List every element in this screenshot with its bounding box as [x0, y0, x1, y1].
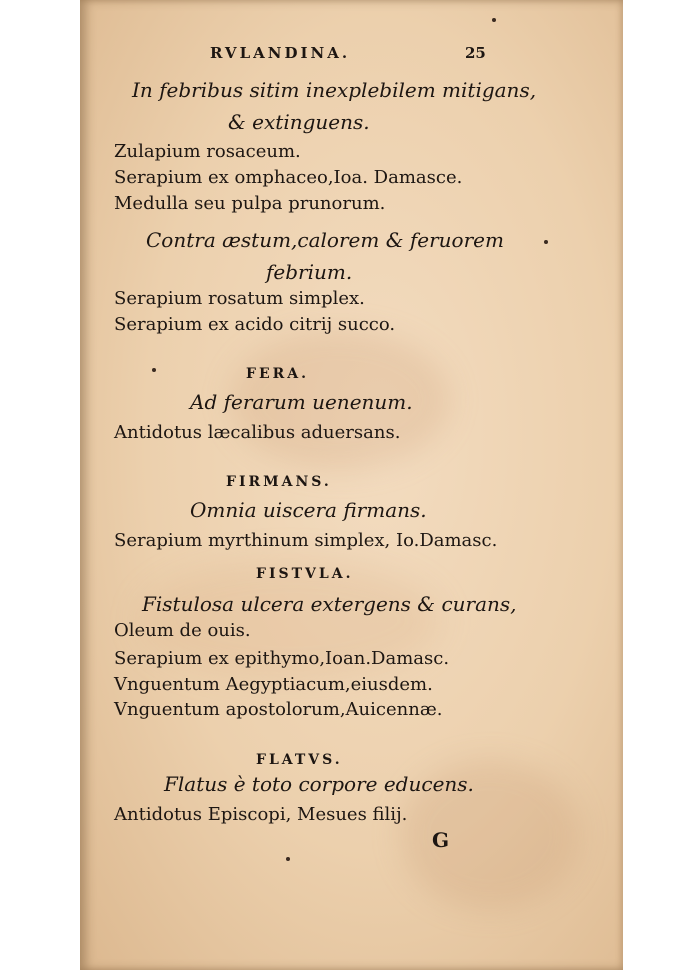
page-number: 25 — [465, 44, 486, 62]
section-heading: febrium. — [266, 260, 353, 284]
section-heading: In febribus sitim inexplebilem mitigans, — [132, 78, 537, 102]
signature-mark: G — [432, 828, 450, 852]
ink-speck — [286, 857, 290, 861]
list-item: Antidotus læcalibus aduersans. — [114, 422, 401, 443]
book-page — [80, 0, 623, 970]
list-item: Serapium ex omphaceo,Ioa. Damasce. — [114, 167, 463, 188]
ink-speck — [152, 368, 156, 372]
section-heading: Contra æstum,calorem & feruorem — [146, 228, 504, 252]
section-title: FLATVS. — [256, 752, 343, 768]
list-item: Vnguentum Aegyptiacum,eiusdem. — [114, 674, 433, 695]
ink-speck — [544, 240, 548, 244]
section-title: FIRMANS. — [226, 474, 332, 490]
section-heading: Fistulosa ulcera extergens & curans, — [142, 592, 517, 616]
list-item: Serapium ex acido citrij succo. — [114, 314, 396, 335]
section-heading: Ad ferarum uenenum. — [190, 390, 413, 414]
list-item: Medulla seu pulpa prunorum. — [114, 193, 386, 214]
ink-speck — [492, 18, 496, 22]
section-title: FERA. — [246, 366, 309, 382]
list-item: Zulapium rosaceum. — [114, 141, 301, 162]
list-item: Serapium ex epithymo,Ioan.Damasc. — [114, 648, 450, 669]
list-item: Antidotus Episcopi, Mesues filij. — [114, 804, 408, 825]
list-item: Vnguentum apostolorum,Auicennæ. — [114, 699, 443, 720]
section-heading: & extinguens. — [228, 110, 370, 134]
running-header: RVLANDINA. — [210, 44, 351, 62]
section-heading: Flatus è toto corpore educens. — [164, 772, 474, 796]
list-item: Serapium myrthinum simplex, Io.Damasc. — [114, 530, 498, 551]
list-item: Oleum de ouis. — [114, 620, 251, 641]
list-item: Serapium rosatum simplex. — [114, 288, 365, 309]
section-heading: Omnia uiscera firmans. — [190, 498, 427, 522]
section-title: FISTVLA. — [256, 566, 354, 582]
